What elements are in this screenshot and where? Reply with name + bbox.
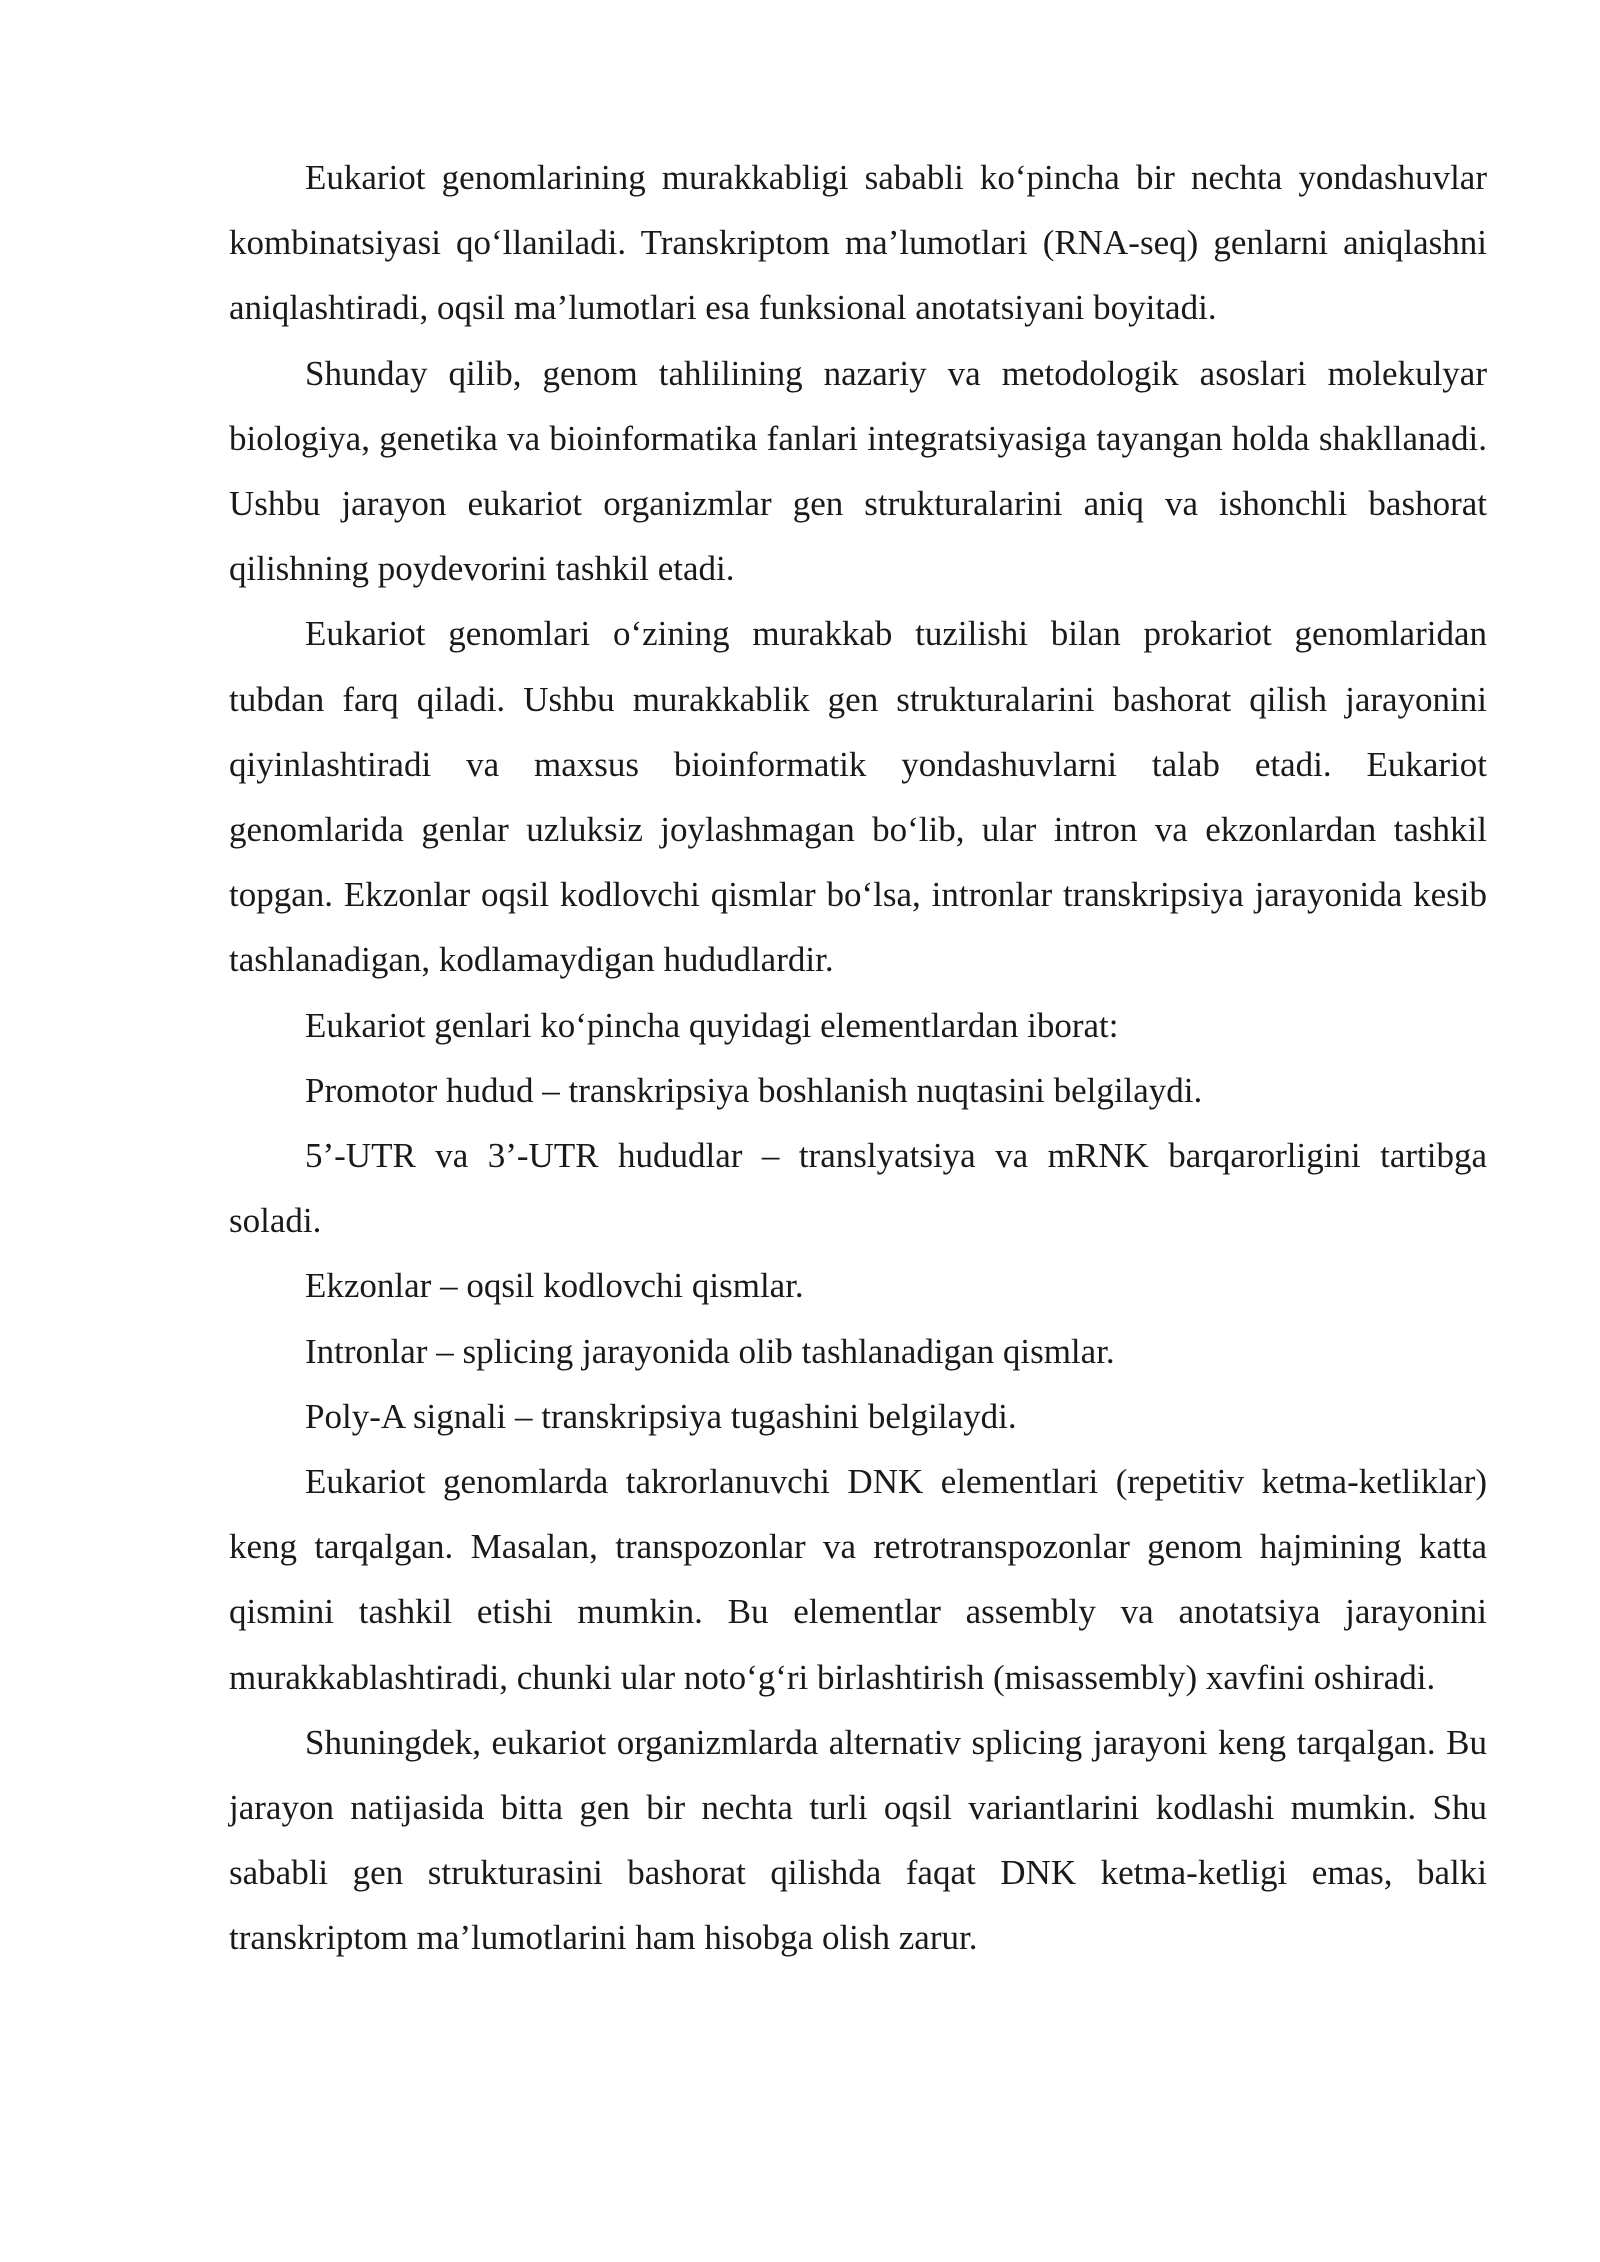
paragraph: Shuningdek, eukariot organizmlarda alternativ splicing jarayoni keng tarqalgan. Bu jarayon natijasida bitta gen bir nechta turli oqsil variantlarini kodlashi mumkin. Shu sababli gen strukturasini bashorat qilishda faqat DNK ketma-ketligi emas, balki transkriptom ma’lumotlarini ham hisobga olish zarur. (229, 1722, 1487, 1958)
list-item: Poly-A signali – transkripsiya tugashini belgilaydi. (305, 1396, 1017, 1436)
paragraph: Eukariot genomlarda takrorlanuvchi DNK elementlari (repetitiv ketma-ketliklar) keng tarqalgan. Masalan, transpozonlar va retrotranspozonlar genom hajmining katta qismini tashkil etishi mumkin. Bu elementlar assembly va anotatsiya jarayonini murakkablashtiradi, chunki ular noto‘g‘ri birlashtirish (misassembly) xavfini oshiradi. (229, 1462, 1487, 1697)
list-item: Ekzonlar – oqsil kodlovchi qismlar. (305, 1266, 804, 1306)
paragraph: Eukariot genomlarining murakkabligi sababli ko‘pincha bir nechta yondashuvlar kombinatsiyasi qo‘llaniladi. Transkriptom ma’lumotlari (RNA-seq) genlarni aniqlashni aniqlashtiradi, oqsil ma’lumotlari esa funksional anotatsiyani boyitadi. (229, 158, 1487, 328)
list-item: 5’-UTR va 3’-UTR hududlar – translyatsiya va mRNK barqarorligini tartibga soladi. (229, 1136, 1487, 1241)
paragraph: Eukariot genlari ko‘pincha quyidagi elementlardan iborat: (305, 1005, 1119, 1045)
paragraph: Eukariot genomlari o‘zining murakkab tuzilishi bilan prokariot genomlaridan tubdan farq qiladi. Ushbu murakkablik gen strukturalarini bashorat qilish jarayonini qiyinlashtiradi va maxsus bioinformatik yondashuvlarni talab etadi. Eukariot genomlarida genlar uzluksiz joylashmagan bo‘lib, ular intron va ekzonlardan tashkil topgan. Ekzonlar oqsil kodlovchi qismlar bo‘lsa, intronlar transkripsiya jarayonida kesib tashlanadigan, kodlamaydigan hududlardir. (229, 614, 1487, 980)
list-item: Promotor hudud – transkripsiya boshlanish nuqtasini belgilaydi. (305, 1070, 1203, 1110)
list-item: Intronlar – splicing jarayonida olib tashlanadigan qismlar. (305, 1331, 1115, 1371)
paragraph: Shunday qilib, genom tahlilining nazariy va metodologik asoslari molekulyar biologiya, genetika va bioinformatika fanlari integratsiyasiga tayangan holda shakllanadi. Ushbu jarayon eukariot organizmlar gen strukturalarini aniq va ishonchli bashorat qilishning poydevorini tashkil etadi. (229, 353, 1487, 589)
body-text (229, 145, 1487, 1971)
